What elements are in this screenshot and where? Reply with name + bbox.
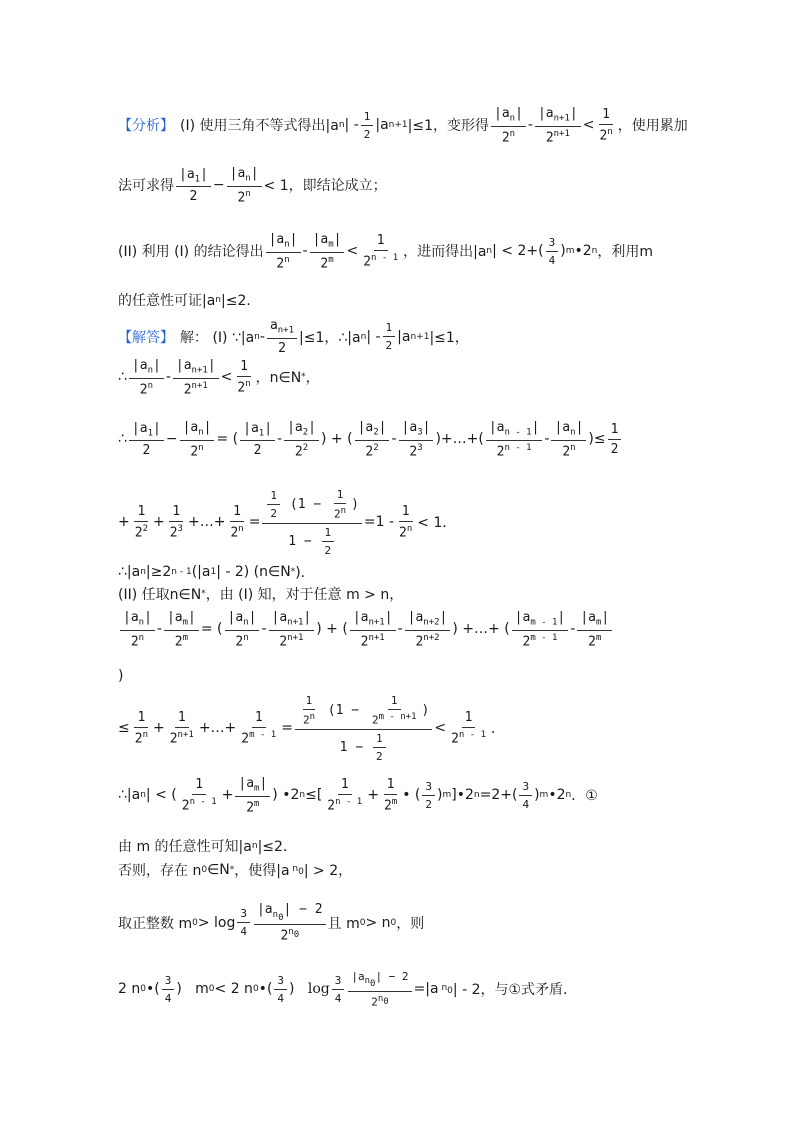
analysis-line-2 [118, 166, 387, 205]
text: •2 [548, 787, 566, 804]
text: < [346, 243, 359, 260]
fraction: $\frac{|a_2|}{2^2}$ [284, 420, 319, 459]
fraction: $\frac{|a_m|}{2^m}$ [235, 776, 270, 815]
fraction: $\frac{|a_{m - 1}|}{2^{m - 1}}$ [512, 610, 569, 649]
fraction: $\frac{1}{2}$ (1 − $\frac{1}{2^n}$ ) 1 − $\frac{1}{2}$ [262, 488, 361, 557]
analysis-label: 【分析】 [118, 118, 174, 135]
text: − [212, 177, 225, 194]
fraction: $\frac{1}{2^{n+1}}$ [169, 710, 194, 747]
fraction: $\frac{1}{2^n}$ [399, 504, 413, 541]
fraction: $\frac{1}{2^n}$ [134, 710, 148, 747]
fraction: $\frac{|a_n|}{2^n}$ [551, 420, 586, 459]
text: • [258, 981, 267, 998]
fraction: $\frac{1}{2}$ [361, 110, 374, 141]
text: |a [375, 117, 389, 134]
fraction: $\frac{1}{2}$ [383, 321, 396, 352]
fraction: $\frac{|a_3|}{2^3}$ [399, 420, 434, 459]
text: - [259, 328, 265, 345]
text: < 1． [417, 515, 457, 532]
text: | - 2) (n∈N [216, 564, 291, 580]
fraction: $\frac{1}{2^{n - 1}}$ [327, 777, 363, 814]
text: < [582, 117, 595, 134]
fraction: $\frac{1}{2^n}$ [230, 504, 244, 541]
text: |≤1，∴|a [299, 329, 361, 346]
text: =2+ [479, 787, 512, 804]
text: +…+ [440, 431, 479, 448]
text: =1 - [363, 514, 395, 531]
text: < 2 n [214, 981, 253, 998]
text: |≤2． [257, 839, 297, 855]
fraction: $\frac{3}{2}$ [422, 780, 435, 811]
fraction: $\frac{|a_n|}{2^n}$ [120, 610, 155, 649]
solution-line-12: 取正整数 m 0 > log $\frac{3}{4}$ $\frac{|a_{n_0}| - 2}{2^{n_0}}$ 且 m 0 > n 0 ，则 [118, 902, 425, 944]
text: (II) 任取n∈N [118, 587, 202, 603]
text: |≥2 [145, 564, 172, 580]
fraction: $\frac{3}{4}$ [162, 974, 175, 1005]
text: ≤ [593, 431, 606, 448]
text: > n [365, 914, 391, 931]
solution-line-1: 【解答】 解： (I) ∵|a n - $\frac{a_{n+1}}{2}$ |≤1，∴|a n | - $\frac{1}{2}$ |a n+1 |≤1， [118, 318, 469, 356]
fraction: $\frac{|a_n|}{2^n}$ [129, 358, 164, 397]
text: ，则 [396, 915, 425, 932]
fraction: $\frac{|a_m|}{2^m}$ [164, 610, 199, 649]
text: 解： (I) ∵|a [180, 329, 255, 346]
text: ∈N [207, 862, 230, 878]
text: log [307, 981, 330, 998]
text: |≤2． [221, 293, 261, 309]
fraction: $\frac{|a_m|}{2^m}$ [310, 232, 345, 271]
text: ≤[ [305, 787, 323, 804]
fraction: $\frac{|a_n|}{2^n}$ [180, 420, 215, 459]
text: ∴ [118, 431, 127, 448]
solution-line-5: ∴|a n |≥2 n - 1 (|a 1 | - 2) (n∈N * )． [118, 564, 315, 581]
fraction: $\frac{1}{2^{m - 1}}$ [241, 710, 277, 747]
solution-line-3: ∴ $\frac{|a_1|}{2}$ − $\frac{|a_n|}{2^n}$ = ( $\frac{|a_1|}{2}$ - $\frac{|a_2|}{2^2}$ ) + ( $\frac{|a_2|}{2^2}$ - $\frac{|a_3|}{2^3}$ ) +…+ ( $\frac{|a_{n - 1}|}{2^{n - 1}}$ - $\frac{|a_n|}{2^n}$ ) ≤ $\frac{1}{2}$ [118, 420, 623, 459]
text: (I) 使用三角不等式得出|a [180, 118, 339, 135]
fraction: $\frac{|a_{n+1}|}{2^{n+1}}$ [173, 358, 219, 397]
solution-line-4: + $\frac{1}{2^2}$ + $\frac{1}{2^3}$ +…+ $\frac{1}{2^n}$ = $\frac{1}{2}$ (1 − $\frac{1}{2^n}$ ) 1 − $\frac{1}{2}$ =1 - $\frac{1}{2^n}$ < 1． [118, 488, 457, 557]
solution-line-6: (II) 任取n∈N * ，由 (I) 知，对于任意 m > n， [118, 584, 403, 604]
text: (II) 利用 (I) 的结论得出 [118, 244, 264, 261]
fraction: $\frac{1}{2^n}$ (1 − $\frac{1}{2^{m - n+1}}$ ) 1 − $\frac{1}{2}$ [295, 694, 432, 763]
text: 否则，存在 n [118, 863, 202, 879]
fraction: $\frac{1}{2^{n - 1}}$ [181, 777, 217, 814]
text: - [302, 243, 308, 260]
text: | > 2， [303, 863, 353, 879]
fraction: $\frac{|a_{n+1}|}{2^{n+1}}$ [269, 610, 315, 649]
text: | < 2+ [492, 243, 539, 260]
text: | - [366, 328, 381, 345]
fraction: $\frac{|a_{n_0}| - 2}{2^{n_0}}$ [254, 902, 326, 944]
text: 取正整数 m [118, 915, 193, 932]
text: < 1，即结论成立； [263, 178, 387, 195]
fraction: $\frac{1}{2^2}$ [134, 504, 148, 541]
text: ∴|a [118, 564, 141, 580]
fraction: $\frac{|a_n|}{2^n}$ [227, 166, 262, 205]
fraction: $\frac{3}{4}$ [546, 236, 559, 267]
text: ，n∈N [255, 370, 302, 387]
fraction: $\frac{|a_{n_0}| - 2}{2^{n_0}}$ [348, 970, 411, 1009]
text: m [195, 981, 209, 998]
text: ，进而得出|a [403, 244, 487, 261]
fraction: $\frac{3}{4}$ [237, 907, 250, 938]
text: • [145, 981, 155, 998]
fraction: $\frac{|a_{n+1}|}{2^{n+1}}$ [535, 106, 581, 145]
text: ，由 (I) 知，对于任意 m > n， [205, 587, 404, 603]
fraction: $\frac{|a_{n+2}|}{2^{n+2}}$ [405, 610, 451, 649]
text: - [527, 117, 533, 134]
solution-line-8: ≤ $\frac{1}{2^n}$ + $\frac{1}{2^{n+1}}$ +…+ $\frac{1}{2^{m - 1}}$ = $\frac{1}{2^n}$ (1 − $\frac{1}{2^{m - n+1}}$ ) 1 − $\frac{1}{2}$ < $\frac{1}{2^{n - 1}}$ ． [118, 694, 505, 763]
text: =|a [413, 981, 439, 998]
text: > log [197, 914, 236, 931]
text: 法可求得 [118, 178, 174, 195]
text: | - [344, 117, 359, 134]
text: |a [397, 328, 411, 345]
fraction: $\frac{|a_{n - 1}|}{2^{n - 1}}$ [486, 420, 543, 459]
fraction: $\frac{|a_m|}{2^m}$ [577, 610, 612, 649]
fraction: $\frac{1}{2^n}$ [599, 107, 613, 144]
solution-line-11: 否则，存在 n 0 ∈N * ，使得|a $n_0$ | > 2， [118, 862, 353, 879]
fraction: $\frac{|a_n|}{2^n}$ [266, 232, 301, 271]
analysis-line-4: 的任意性可证|a n |≤2． [118, 290, 260, 310]
solution-line-9: ∴|a n | < ( $\frac{1}{2^{n - 1}}$ + $\frac{|a_m|}{2^m}$ ) •2 n ≤[ $\frac{1}{2^{n - 1}}$ + $\frac{1}{2^m}$ • ( $\frac{3}{2}$ ) m ]•2 n =2+ ( $\frac{3}{4}$ ) m •2 n ．① [118, 776, 598, 815]
text: )． [295, 565, 315, 581]
fraction: $\frac{|a_{n+1}|}{2^{n+1}}$ [350, 610, 396, 649]
text: (|a [191, 564, 211, 580]
text: ，使用累加 [617, 118, 688, 135]
fraction: $\frac{1}{2}$ [608, 422, 622, 457]
fraction: $\frac{|a_1|}{2}$ [129, 421, 164, 459]
solution-line-2: ∴ $\frac{|a_n|}{2^n}$ - $\frac{|a_{n+1}|}{2^{n+1}}$ < $\frac{1}{2^n}$ ，n∈N * ， [118, 358, 320, 397]
text: •2 [574, 243, 592, 260]
text: 且 m [327, 915, 360, 932]
solution-line-10: 由 m 的任意性可知|a n |≤2． [118, 836, 297, 856]
solution-line-7b [118, 668, 123, 684]
text: ) •2 [272, 787, 300, 804]
text: 的任意性可证|a [118, 293, 216, 309]
fraction: $\frac{|a_n|}{2^n}$ [225, 610, 260, 649]
fraction: $\frac{|a_1|}{2}$ [240, 421, 275, 459]
fraction: $\frac{3}{4}$ [274, 974, 287, 1005]
text: | < ( [145, 787, 177, 804]
fraction: $\frac{|a_1|}{2}$ [176, 167, 211, 205]
text: ，利用m [597, 244, 654, 261]
fraction: $\frac{|a_n|}{2^n}$ [491, 106, 526, 145]
text: ，使得|a [234, 863, 290, 879]
text: | - 2，与①式矛盾． [452, 982, 578, 999]
fraction: $\frac{1}{2^{n - 1}}$ [363, 233, 399, 270]
fraction: $\frac{a_{n+1}}{2}$ [267, 318, 297, 356]
text: ∴|a [118, 787, 141, 804]
fraction: $\frac{1}{2^3}$ [169, 504, 183, 541]
solution-line-7: $\frac{|a_n|}{2^n}$ - $\frac{|a_m|}{2^m}$ = ( $\frac{|a_n|}{2^n}$ - $\frac{|a_{n+1}|}{2^{n+1}}$ ) + ( $\frac{|a_{n+1}|}{2^{n+1}}$ - $\frac{|a_{n+2}|}{2^{n+2}}$ ) +…+ ( $\frac{|a_{m - 1}|}{2^{m - 1}}$ - $\frac{|a_m|}{2^m}$ [118, 610, 614, 649]
fraction: $\frac{1}{2^m}$ [383, 777, 398, 814]
fraction: $\frac{|a_2|}{2^2}$ [355, 420, 390, 459]
text: |≤1，变形得 [407, 118, 490, 135]
analysis-line-1: 【分析】 (I) 使用三角不等式得出|a n | - $\frac{1}{2}$ |a n+1 |≤1，变形得 $\frac{|a_n|}{2^n}$ - $\frac{|a_{n+1}|}{2^{n+1}}$ < $\frac{1}{2^n}$ ，使用累加 [118, 106, 688, 145]
text: ．① [571, 788, 598, 805]
text: |≤1， [429, 329, 469, 346]
analysis-line-3: (II) 利用 (I) 的结论得出 $\frac{|a_n|}{2^n}$ - $\frac{|a_m|}{2^m}$ < $\frac{1}{2^{n - 1}}$ ，进而得出|a n | < 2+ ( $\frac{3}{4}$ ) m •2 n ，利用m [118, 232, 654, 271]
text: 2 n [118, 981, 141, 998]
solution-label: 【解答】 [118, 329, 174, 346]
fraction: $\frac{3}{4}$ [519, 780, 532, 811]
solution-line-13: 2 n 0 • ( $\frac{3}{4}$ ) m 0 < 2 n 0 • ( $\frac{3}{4}$ ) log $\frac{3}{4}$ $\frac{|a_{n_0}| - 2}{2^{n_0}}$ =|a $n_0$ | - 2，与①式矛盾． [118, 970, 578, 1009]
fraction: $\frac{1}{2^n}$ [237, 359, 251, 396]
text: ∴ [118, 369, 127, 386]
text: ) [118, 668, 124, 684]
fraction: $\frac{1}{2^{n - 1}}$ [451, 710, 486, 747]
text: ]•2 [451, 787, 474, 804]
text: 由 m 的任意性可知|a [118, 839, 252, 855]
text: < [434, 720, 447, 737]
